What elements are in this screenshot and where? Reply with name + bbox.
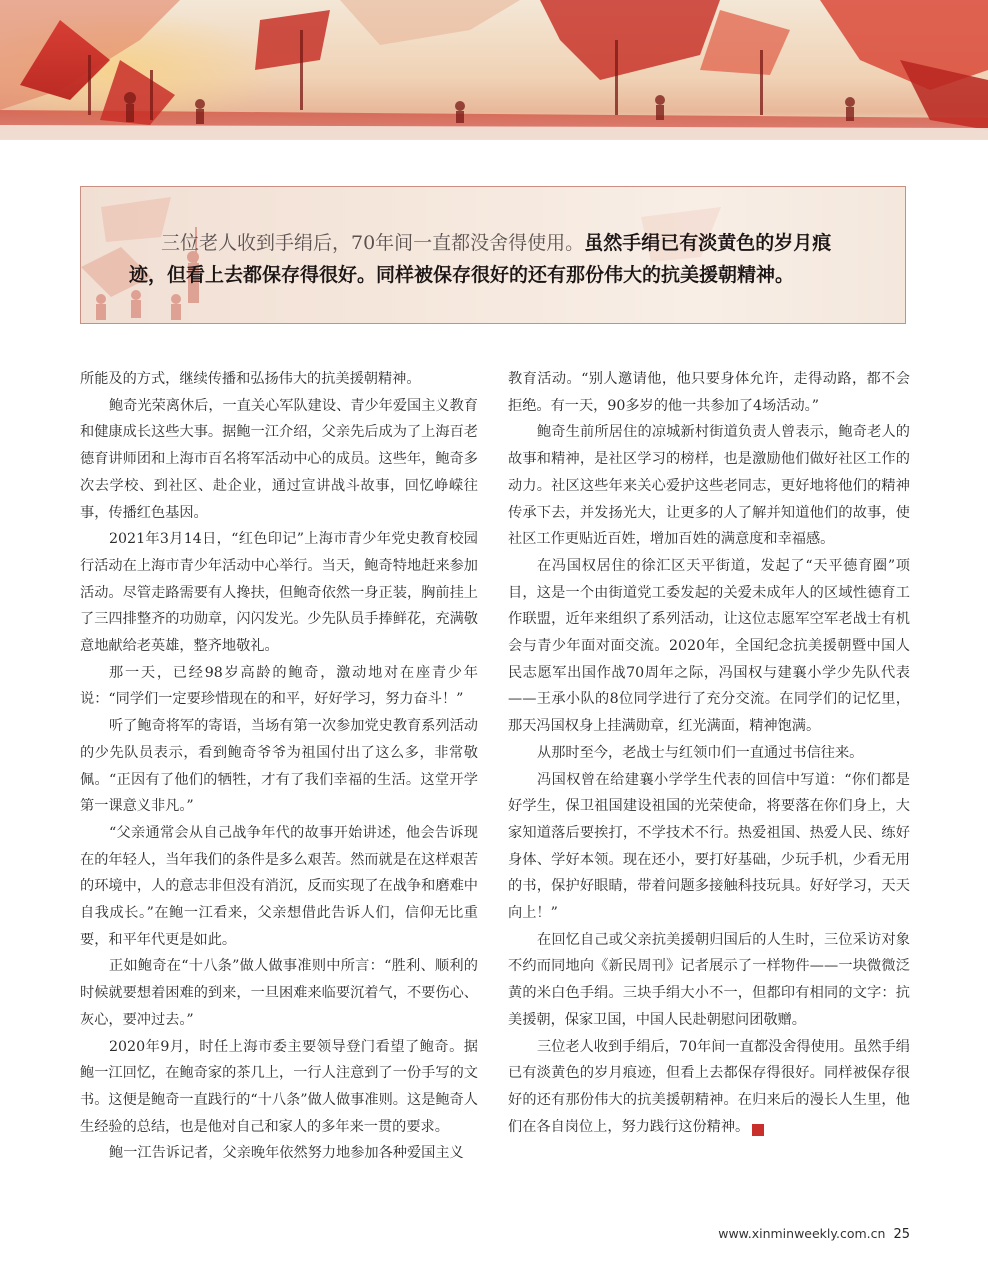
pull-quote-bold: 虽然手绢已有淡黄色的岁月痕迹，但看上去都保存得很好。同样被保存很好的还有那份伟大的抗美援朝精神。: [129, 232, 832, 286]
paragraph: 在冯国权居住的徐汇区天平街道，发起了“天平德育圈”项目，这是一个由街道党工委发起的关爱未成年人的区域性德育工作联盟，近年来组织了系列活动，让这位志愿军空军老战士有机会与青少年面对面交流。2020年，全国纪念抗美援朝暨中国人民志愿军出国作战70周年之际，冯国权与建襄小学少先队代表——王承小队的8位同学进行了充分交流。在同学们的记忆里，那天冯国权身上挂满勋章，红光满面，精神饱满。: [508, 557, 910, 735]
end-mark-icon: 民: [752, 1124, 764, 1136]
header-banner: [0, 0, 988, 140]
paragraph: 教育活动。“别人邀请他，他只要身体允许，走得动路，都不会拒绝。有一天，90多岁的他一共参加了4场活动。”: [508, 371, 910, 414]
article-column-left: [80, 366, 478, 1167]
paragraph: 鲍奇生前所居住的凉城新村街道负责人曾表示，鲍奇老人的故事和精神，是社区学习的榜样，也是激励他们做好社区工作的动力。社区这些年来关心爱护这些老同志，更好地将他们的精神传承下去，并发扬光大，让更多的人了解并知道他们的故事，使社区工作更贴近百姓，增加百姓的满意度和幸福感。: [508, 424, 910, 548]
pull-quote-normal: 三位老人收到手绢后，70年间一直都没舍得使用。: [161, 232, 585, 254]
flags-illustration-icon: [0, 0, 988, 140]
footer-url[interactable]: www.xinminweekly.com.cn: [718, 1226, 886, 1241]
paragraph: 2021年3月14日，“红色印记”上海市青少年党史教育校园行活动在上海市青少年活动中心举行。当天，鲍奇特地赶来参加活动。尽管走路需要有人搀扶，但鲍奇依然一身正装，胸前挂上了三四排整齐的功勋章，闪闪发光。少先队员手捧鲜花，充满敬意地献给老英雄，整齐地敬礼。: [80, 531, 478, 655]
paragraph: 那一天，已经98岁高龄的鲍奇，激动地对在座青少年说：“同学们一定要珍惜现在的和平，好好学习，努力奋斗！”: [80, 664, 478, 708]
paragraph-last: [508, 1034, 910, 1141]
page-number: 25: [893, 1227, 910, 1242]
article-column-right: [508, 366, 910, 1140]
paragraph: 所能及的方式，继续传播和弘扬伟大的抗美援朝精神。: [80, 371, 421, 387]
paragraph-last-text: 三位老人收到手绢后，70年间一直都没舍得使用。虽然手绢已有淡黄色的岁月痕迹，但看上去都保存得很好。同样被保存很好的还有那份伟大的抗美援朝精神。在归来后的漫长人生里，他们在各自岗位上，努力践行这份精神。: [508, 1038, 910, 1135]
paragraph: 听了鲍奇将军的寄语，当场有第一次参加党史教育系列活动的少先队员表示，看到鲍奇爷爷为祖国付出了这么多，非常敬佩。“正因有了他们的牺牲，才有了我们幸福的生活。这堂开学第一课意义非凡。”: [80, 718, 478, 815]
paragraph: 在回忆自己或父亲抗美援朝归国后的人生时，三位采访对象不约而同地向《新民周刊》记者展示了一样物件——一块微微泛黄的米白色手绢。三块手绢大小不一，但都印有相同的文字：抗美援朝，保家卫国，中国人民赴朝慰问团敬赠。: [508, 931, 910, 1028]
paragraph: 2020年9月，时任上海市委主要领导登门看望了鲍奇。据鲍一江回忆，在鲍奇家的茶几上，一行人注意到了一份手写的文书。这便是鲍奇一直践行的“十八条”做人做事准则。这是鲍奇人生经验的总结，也是他对自己和家人的多年来一贯的要求。: [80, 1038, 478, 1135]
paragraph: 鲍一江告诉记者，父亲晚年依然努力地参加各种爱国主义: [109, 1145, 464, 1162]
paragraph: 正如鲍奇在“十八条”做人做事准则中所言：“胜利、顺利的时候就要想着困难的到来，一旦困难来临要沉着气，不要伤心、灰心，要冲过去。”: [80, 958, 478, 1028]
pull-quote-text: [129, 227, 869, 291]
pull-quote-box: [80, 186, 906, 324]
paragraph: 鲍奇光荣离休后，一直关心军队建设、青少年爱国主义教育和健康成长这些大事。据鲍一江介绍，父亲先后成为了上海百老德育讲师团和上海市百名将军活动中心的成员。这些年，鲍奇多次去学校、到社区、赴企业，通过宣讲战斗故事，回忆峥嵘往事，传播红色基因。: [80, 397, 478, 521]
page-footer: [718, 1226, 910, 1242]
paragraph: “父亲通常会从自己战争年代的故事开始讲述，他会告诉现在的年轻人，当年我们的条件是多么艰苦。然而就是在这样艰苦的环境中，人的意志非但没有消沉，反而实现了在战争和磨难中自我成长。”在鲍一江看来，父亲想借此告诉人们，信仰无比重要，和平年代更是如此。: [80, 824, 478, 948]
paragraph: 冯国权曾在给建襄小学学生代表的回信中写道：“你们都是好学生，保卫祖国建设祖国的光荣使命，将要落在你们身上，大家知道落后要挨打，不学技术不行。热爱祖国、热爱人民、练好身体、学好本领。现在还小，要打好基础，少玩手机，少看无用的书，保护好眼睛，带着问题多接触科技玩具。好好学习，天天向上！”: [508, 771, 910, 922]
paragraph: 从那时至今，老战士与红领巾们一直通过书信往来。: [537, 744, 864, 761]
